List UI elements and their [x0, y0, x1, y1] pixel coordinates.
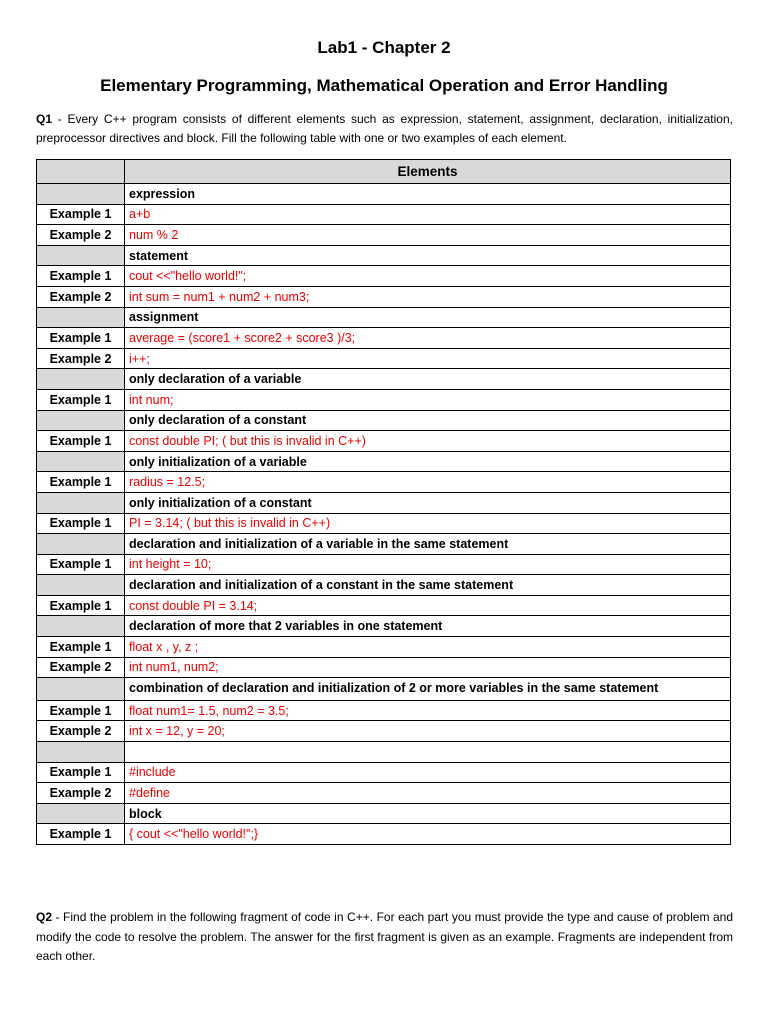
table-section-row	[37, 534, 731, 555]
table-section-row	[37, 678, 731, 701]
example-label: Example 2	[37, 721, 125, 742]
section-label-cell	[37, 492, 125, 513]
question-1-label: Q1	[36, 112, 53, 126]
table-row	[37, 762, 731, 783]
table-header: Elements	[125, 160, 731, 184]
section-title: only declaration of a constant	[125, 410, 731, 431]
section-label-cell	[37, 410, 125, 431]
table-section-row	[37, 803, 731, 824]
example-label: Example 1	[37, 204, 125, 225]
section-label-cell	[37, 534, 125, 555]
table-row	[37, 657, 731, 678]
section-title: assignment	[125, 307, 731, 328]
table-row	[37, 824, 731, 845]
section-title	[125, 742, 731, 763]
example-value: num % 2	[125, 225, 731, 246]
section-label-cell	[37, 184, 125, 205]
example-value: a+b	[125, 204, 731, 225]
example-label: Example 2	[37, 225, 125, 246]
section-label-cell	[37, 803, 125, 824]
table-section-row	[37, 369, 731, 390]
table-row	[37, 721, 731, 742]
example-value: #include	[125, 762, 731, 783]
example-label: Example 1	[37, 431, 125, 452]
table-body	[37, 184, 731, 845]
table-row	[37, 225, 731, 246]
section-label-cell	[37, 678, 125, 701]
example-label: Example 1	[37, 513, 125, 534]
section-title: declaration and initialization of a constant in the same statement	[125, 575, 731, 596]
example-label: Example 1	[37, 554, 125, 575]
section-label-cell	[37, 307, 125, 328]
section-label-cell	[37, 245, 125, 266]
section-label-cell	[37, 616, 125, 637]
section-title: expression	[125, 184, 731, 205]
table-section-row	[37, 410, 731, 431]
example-label: Example 1	[37, 595, 125, 616]
example-label: Example 2	[37, 286, 125, 307]
question-1	[36, 110, 733, 148]
example-value: const double PI = 3.14;	[125, 595, 731, 616]
section-title: declaration of more that 2 variables in one statement	[125, 616, 731, 637]
document-title: Lab1 - Chapter 2	[317, 38, 451, 57]
example-value: { cout <<"hello world!";}	[125, 824, 731, 845]
table-row	[37, 328, 731, 349]
section-label-cell	[37, 369, 125, 390]
example-value: int height = 10;	[125, 554, 731, 575]
example-value: int x = 12, y = 20;	[125, 721, 731, 742]
example-value: radius = 12.5;	[125, 472, 731, 493]
section-title: only initialization of a variable	[125, 451, 731, 472]
elements-table	[36, 159, 731, 845]
example-value: #define	[125, 783, 731, 804]
example-value: int num1, num2;	[125, 657, 731, 678]
example-label: Example 1	[37, 389, 125, 410]
table-section-row	[37, 616, 731, 637]
section-title: only initialization of a constant	[125, 492, 731, 513]
table-row	[37, 389, 731, 410]
example-label: Example 1	[37, 266, 125, 287]
example-value: average = (score1 + score2 + score3 )/3;	[125, 328, 731, 349]
example-label: Example 1	[37, 328, 125, 349]
question-2-text: - Find the problem in the following fragment of code in C++. For each part you must provide the type and cause of problem and modify the code to resolve the problem. The answer for the first fragment is given as an example. Fragments are independent from each other.	[36, 910, 733, 963]
table-row	[37, 513, 731, 534]
example-value: i++;	[125, 348, 731, 369]
section-title: only declaration of a variable	[125, 369, 731, 390]
table-section-row	[37, 451, 731, 472]
table-row	[37, 266, 731, 287]
table-section-row	[37, 492, 731, 513]
section-title: block	[125, 803, 731, 824]
table-header-row	[37, 160, 731, 184]
example-label: Example 1	[37, 472, 125, 493]
example-value: const double PI; ( but this is invalid in C++)	[125, 431, 731, 452]
section-title: declaration and initialization of a variable in the same statement	[125, 534, 731, 555]
table-section-row	[37, 184, 731, 205]
example-label: Example 2	[37, 783, 125, 804]
section-label-cell	[37, 575, 125, 596]
question-2	[36, 908, 733, 967]
example-label: Example 1	[37, 824, 125, 845]
table-row	[37, 595, 731, 616]
example-label: Example 1	[37, 637, 125, 658]
table-row	[37, 348, 731, 369]
section-title: combination of declaration and initialization of 2 or more variables in the same statement	[125, 678, 731, 701]
example-value: float num1= 1.5, num2 = 3.5;	[125, 700, 731, 721]
example-value: int num;	[125, 389, 731, 410]
table-section-row	[37, 742, 731, 763]
question-1-text: - Every C++ program consists of different elements such as expression, statement, assignment, declaration, initialization, preprocessor directives and block. Fill the following table with one or two examples of each element.	[36, 112, 733, 145]
table-header-corner	[37, 160, 125, 184]
table-row	[37, 204, 731, 225]
table-row	[37, 431, 731, 452]
example-value: PI = 3.14; ( but this is invalid in C++)	[125, 513, 731, 534]
table-row	[37, 700, 731, 721]
table-section-row	[37, 307, 731, 328]
example-label: Example 1	[37, 700, 125, 721]
example-label: Example 2	[37, 657, 125, 678]
table-row	[37, 472, 731, 493]
section-label-cell	[37, 742, 125, 763]
table-section-row	[37, 575, 731, 596]
section-title: statement	[125, 245, 731, 266]
example-label: Example 2	[37, 348, 125, 369]
table-row	[37, 783, 731, 804]
example-value: int sum = num1 + num2 + num3;	[125, 286, 731, 307]
example-value: cout <<"hello world!";	[125, 266, 731, 287]
example-label: Example 1	[37, 762, 125, 783]
table-section-row	[37, 245, 731, 266]
table-row	[37, 637, 731, 658]
example-value: float x , y, z ;	[125, 637, 731, 658]
table-row	[37, 286, 731, 307]
document-subtitle: Elementary Programming, Mathematical Operation and Error Handling	[100, 76, 668, 95]
table-row	[37, 554, 731, 575]
section-label-cell	[37, 451, 125, 472]
question-2-label: Q2	[36, 910, 53, 924]
